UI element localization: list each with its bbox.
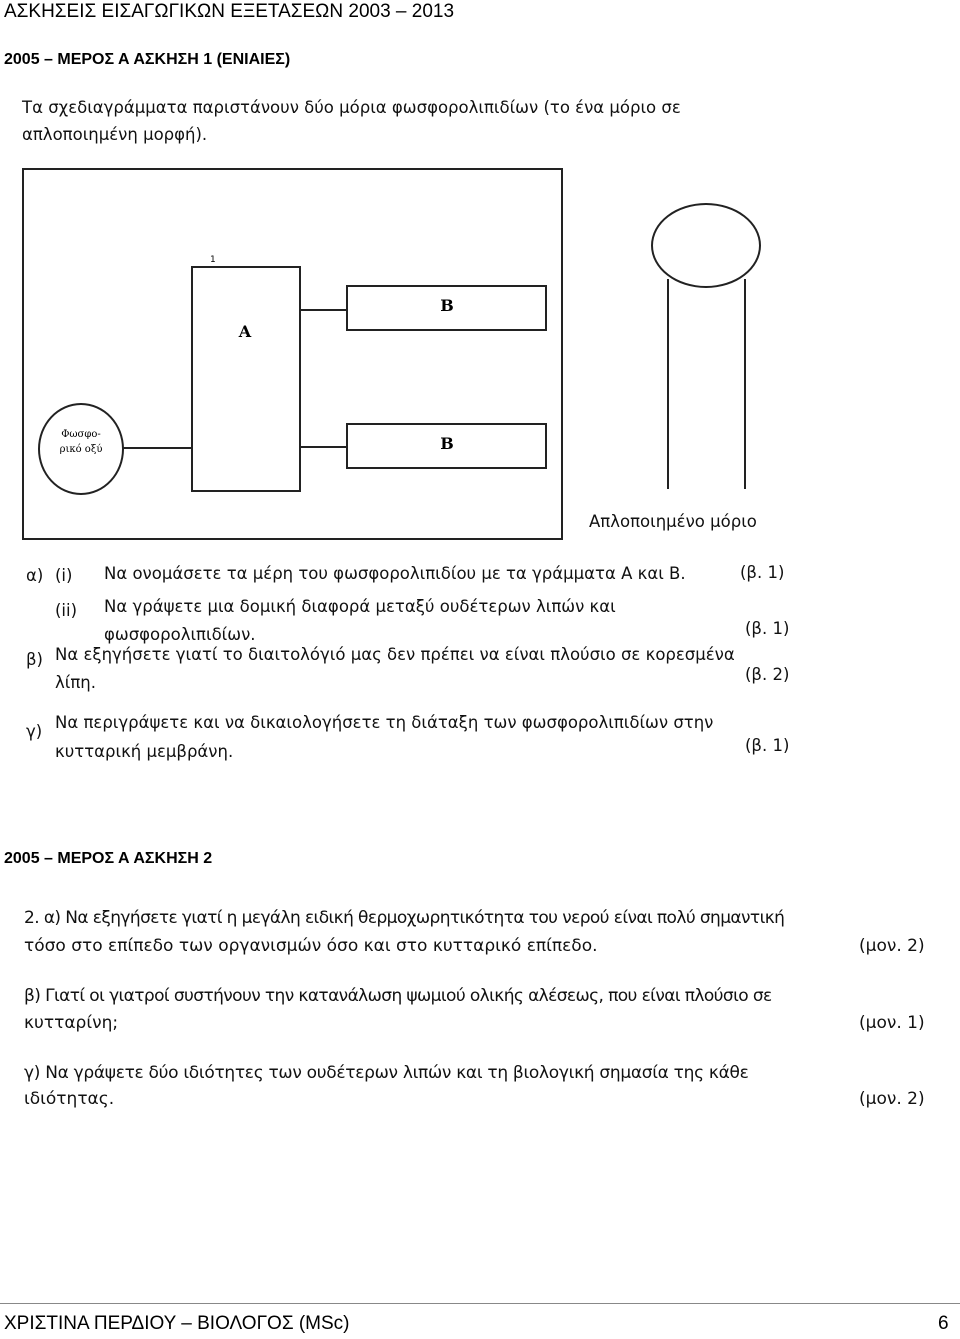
exercise2-c-line1: γ) Να γράψετε δύο ιδιότητες των ουδέτερων λιπών και τη βιολογική σημασία της κάθε xyxy=(24,1063,749,1083)
diagram-frame-left xyxy=(22,168,24,540)
simplified-molecule-caption: Απλοποιημένο μόριο xyxy=(589,512,757,531)
exercise2-b-line1: β) Γιατί οι γιατροί συστήνουν την κατανάλωση ψωμιού ολικής αλέσεως, που είναι πλούσιο σε xyxy=(24,986,772,1006)
diagram-frame-bottom xyxy=(22,538,563,540)
phosphoric-label-line2: ρικό οξύ xyxy=(59,444,103,455)
simplified-head-circle xyxy=(651,203,761,288)
exercise1-intro-line1: Τα σχεδιαγράμματα παριστάνουν δύο μόρια φωσφορολιπιδίων (το ένα μόριο σε xyxy=(22,98,681,117)
exercise1-intro-line2: απλοποιημένη μορφή). xyxy=(22,125,208,144)
question-a-ii-line2: φωσφορολιπιδίων. xyxy=(104,625,256,644)
footer-author: ΧΡΙΣΤΙΝΑ ΠΕΡΔΙΟΥ – ΒΙΟΛΟΓΟΣ (MSc) xyxy=(4,1313,350,1334)
phosphoric-acid-label xyxy=(46,427,116,457)
question-b-points: (β. 2) xyxy=(745,665,790,684)
question-c-marker: γ) xyxy=(26,722,43,741)
exercise2-c-points: (μον. 2) xyxy=(859,1089,925,1109)
question-a-ii-marker: (ii) xyxy=(55,601,78,620)
connector-phosphate xyxy=(123,447,193,449)
question-a-ii-line1: Να γράψετε μια δομική διαφορά μεταξύ ουδέτερων λιπών και xyxy=(104,597,616,616)
small-mark: 1 xyxy=(210,255,216,265)
question-a-i-points: (β. 1) xyxy=(740,563,785,582)
exercise2-c-line2: ιδιότητας. xyxy=(24,1089,115,1109)
exercise2-heading: 2005 – ΜΕΡΟΣ Α ΑΣΚΗΣΗ 2 xyxy=(4,850,213,867)
exercise2-a-line1: 2. α) Να εξηγήσετε γιατί η μεγάλη ειδική θερμοχωρητικότητα του νερού είναι πολύ σημαντική xyxy=(24,908,785,928)
question-a-marker: α) xyxy=(26,566,44,585)
part-b-top-label: Β xyxy=(440,296,454,315)
diagram-frame-top xyxy=(22,168,563,170)
question-b-marker: β) xyxy=(26,650,43,669)
document-header: ΑΣΚΗΣΕΙΣ ΕΙΣΑΓΩΓΙΚΩΝ ΕΞΕΤΑΣΕΩΝ 2003 – 2013 xyxy=(4,1,455,22)
question-a-ii-points: (β. 1) xyxy=(745,619,790,638)
exercise2-a-line2: τόσο στο επίπεδο των οργανισμών όσο και στο κυτταρικό επίπεδο. xyxy=(24,936,598,956)
connector-top xyxy=(300,309,347,311)
part-b-bottom-label: Β xyxy=(440,434,454,453)
phosphoric-label-line1: Φωσφο- xyxy=(61,429,101,440)
part-a-block xyxy=(191,266,301,492)
question-b-line1: Να εξηγήσετε γιατί το διαιτολόγιό μας δεν πρέπει να είναι πλούσιο σε κορεσμένα xyxy=(55,645,735,664)
simplified-tail-right xyxy=(744,279,746,489)
question-a-i-marker: (i) xyxy=(55,566,73,585)
question-b-line2: λίπη. xyxy=(55,673,96,692)
footer-rule xyxy=(0,1303,960,1304)
question-c-line2: κυτταρική μεμβράνη. xyxy=(55,742,234,761)
footer-page-number: 6 xyxy=(938,1313,949,1334)
question-c-points: (β. 1) xyxy=(745,736,790,755)
simplified-tail-left xyxy=(667,279,669,489)
connector-bottom xyxy=(300,446,348,448)
exercise2-b-line2: κυτταρίνη; xyxy=(24,1013,119,1033)
part-a-label: Α xyxy=(238,322,252,341)
question-a-i-text: Να ονομάσετε τα μέρη του φωσφορολιπιδίου με τα γράμματα Α και Β. xyxy=(104,564,686,583)
exercise2-a-points: (μον. 2) xyxy=(859,936,925,956)
exercise2-b-points: (μον. 1) xyxy=(859,1013,925,1033)
exercise1-heading: 2005 – ΜΕΡΟΣ Α ΑΣΚΗΣΗ 1 (ΕΝΙΑΙΕΣ) xyxy=(4,51,291,68)
question-c-line1: Να περιγράψετε και να δικαιολογήσετε τη διάταξη των φωσφορολιπιδίων στην xyxy=(55,713,714,732)
diagram-frame-right xyxy=(561,168,563,540)
